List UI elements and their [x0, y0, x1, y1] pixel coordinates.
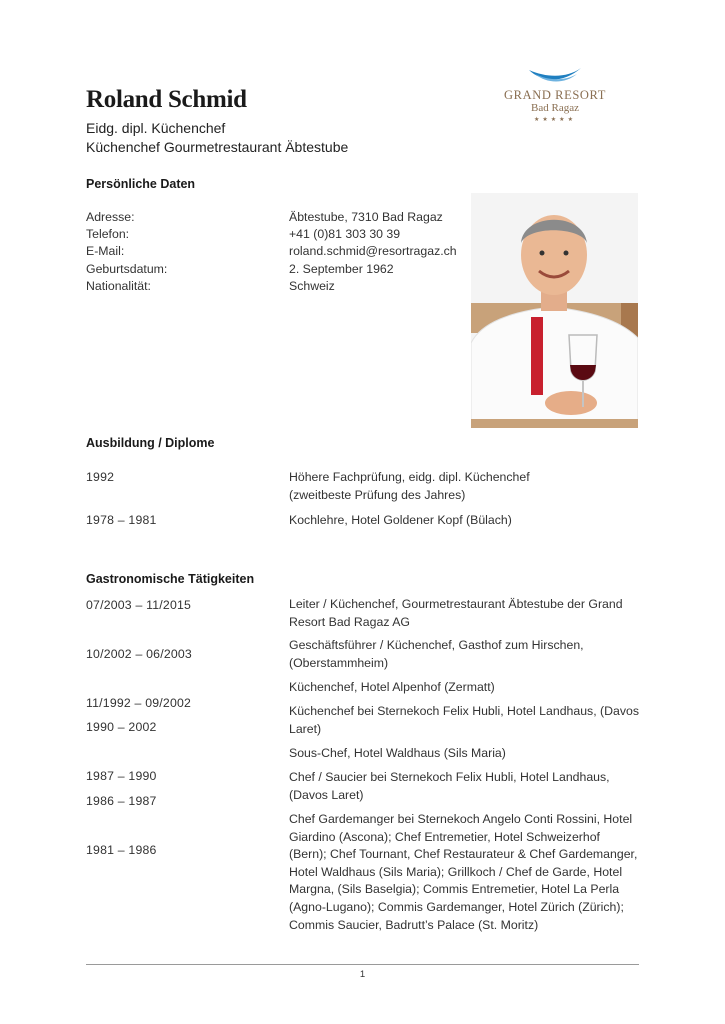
- career-year: 11/1992 – 09/2002: [86, 696, 192, 710]
- career-year: 07/2003 – 11/2015: [86, 598, 192, 612]
- logo-stars: ★★★★★: [534, 117, 576, 123]
- subtitle-title: Eidg. dipl. Küchenchef: [86, 120, 226, 136]
- career-entry: Leiter / Küchenchef, Gourmetrestaurant Äbtestube der Grand Resort Bad Ragaz AG: [289, 597, 623, 629]
- label-email: E-Mail:: [86, 244, 125, 258]
- career-year: 1981 – 1986: [86, 843, 157, 857]
- education-year: 1992: [86, 470, 115, 484]
- personal-heading: Persönliche Daten: [86, 177, 196, 191]
- education-heading: Ausbildung / Diplome: [86, 436, 215, 450]
- career-entry: Küchenchef bei Sternekoch Felix Hubli, Hotel Landhaus, (Davos Laret): [289, 704, 639, 736]
- career-year: 1986 – 1987: [86, 794, 157, 808]
- career-year: 10/2002 – 06/2003: [86, 647, 192, 661]
- career-entry: Geschäftsführer / Küchenchef, Gasthof zum Hirschen, (Oberstammheim): [289, 638, 584, 670]
- career-entry: Sous-Chef, Hotel Waldhaus (Sils Maria): [289, 746, 506, 760]
- education-year: 1978 – 1981: [86, 513, 157, 527]
- label-address: Adresse:: [86, 210, 135, 224]
- education-entry: Höhere Fachprüfung, eidg. dipl. Küchenchef (zweitbeste Prüfung des Jahres): [289, 470, 530, 502]
- grand-resort-logo: [493, 64, 617, 134]
- career-entry: Chef / Saucier bei Sternekoch Felix Hubli, Hotel Landhaus, (Davos Laret): [289, 770, 610, 802]
- career-year: 1990 – 2002: [86, 720, 157, 734]
- career-entry: Chef Gardemanger bei Sternekoch Angelo Conti Rossini, Hotel Giardino (Ascona); Chef Entremetier, Hotel Schweizerhof (Bern); Chef Tournant, Chef Restaurateur & Chef Gardemanger, Hotel Waldhaus (Sils Maria); Grillkoch / Chef de Garde, Hotel Margna, (Sils Baselgia); Commis Entremetier, Hotel La Perla (Agno-Lugano); Commis Gardemanger, Hotel Zürich (Zürich); Commis Saucier, Badrutt’s Palace (St. Moritz): [289, 812, 638, 932]
- label-phone: Telefon:: [86, 227, 130, 241]
- wave-logo-icon: [525, 64, 585, 86]
- value-email: roland.schmid@resortragaz.ch: [289, 244, 457, 258]
- career-year: 1987 – 1990: [86, 769, 157, 783]
- education-entry: Kochlehre, Hotel Goldener Kopf (Bülach): [289, 513, 512, 527]
- logo-line1: GRAND RESORT: [504, 88, 606, 102]
- page-number: 1: [359, 969, 366, 980]
- portrait-photo: [471, 193, 638, 428]
- person-name: Roland Schmid: [86, 86, 247, 113]
- value-address: Äbtestube, 7310 Bad Ragaz: [289, 210, 443, 224]
- logo-line2: Bad Ragaz: [531, 102, 579, 114]
- label-nationality: Nationalität:: [86, 279, 151, 293]
- career-heading: Gastronomische Tätigkeiten: [86, 572, 255, 586]
- value-birthdate: 2. September 1962: [289, 262, 394, 276]
- subtitle-position: Küchenchef Gourmetrestaurant Äbtestube: [86, 139, 349, 155]
- value-phone: +41 (0)81 303 30 39: [289, 227, 401, 241]
- footer-divider: [86, 964, 639, 965]
- career-entry: Küchenchef, Hotel Alpenhof (Zermatt): [289, 680, 495, 694]
- label-birthdate: Geburtsdatum:: [86, 262, 168, 276]
- value-nationality: Schweiz: [289, 279, 335, 293]
